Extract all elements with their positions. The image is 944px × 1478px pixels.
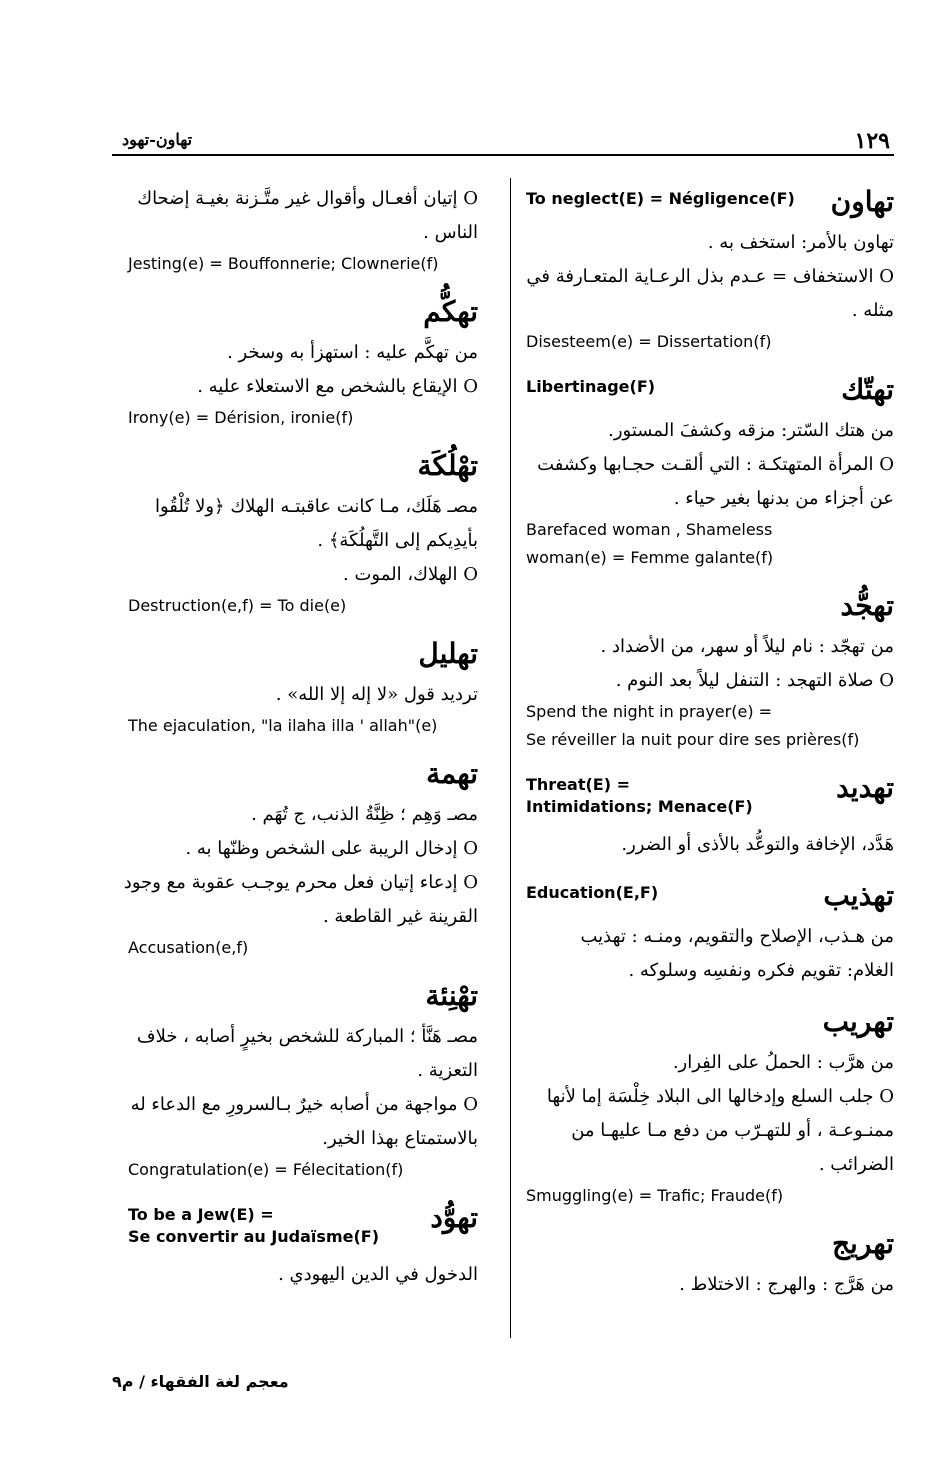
dictionary-entry — [128, 634, 478, 754]
definition-line: مصـ هَنَّأ ؛ المباركة للشخص بخيرٍ أصابه ، خلاف — [136, 1026, 478, 1047]
definition-line: O صلاة التهجد : التنفل ليلاً بعد النوم . — [615, 670, 894, 691]
entry-gap — [128, 278, 478, 292]
headword: تهتّك — [841, 373, 894, 406]
translation-line: Irony(e) = Dérision, ironie(f) — [128, 408, 354, 427]
entry-head — [128, 634, 478, 678]
entry-head — [128, 1198, 478, 1258]
headword: تهاون — [830, 185, 894, 218]
definition-line: من تهجّد : نام ليلاً أو سهر، من الأضداد . — [600, 636, 894, 657]
dictionary-entry — [526, 1002, 894, 1224]
definition-line: بأيدِيكم إلى التَّهلُكَة﴾ . — [317, 530, 478, 551]
translation-line: Jesting(e) = Bouffonnerie; Clownerie(f) — [128, 254, 439, 273]
definition-line: O الهلاك، الموت . — [343, 564, 478, 585]
page-footer: معجم لغة الفقهاء / م٩ — [112, 1372, 289, 1391]
right-column — [526, 182, 894, 1316]
entry-head — [526, 768, 894, 828]
definition-line: من هـذب، الإصلاح والتقويم، ومنـه : تهذيب — [580, 926, 894, 947]
definition-line: من هرَّب : الحملُ على الفِرار. — [672, 1052, 894, 1073]
entry-gap — [128, 740, 478, 754]
definition-line: مصـ هَلَك، مـا كانت عاقبتـه الهلاك ﴿ولا تُلْقُوا — [155, 496, 478, 517]
dictionary-entry — [128, 182, 478, 292]
page-number: ١٢٩ — [854, 128, 890, 154]
translation-line: Smuggling(e) = Trafic; Fraude(f) — [526, 1186, 784, 1205]
equivalents: To neglect(E) = Négligence(F) — [526, 189, 795, 208]
definition-line: الدخول في الدين اليهودي . — [278, 1264, 478, 1285]
dictionary-entry — [128, 446, 478, 634]
headword: تهريب — [822, 1005, 894, 1038]
entry-head — [526, 370, 894, 414]
equivalents: Threat(E) = Intimidations; Menace(F) — [526, 775, 753, 816]
entry-gap — [128, 1292, 478, 1306]
dictionary-entry — [526, 768, 894, 876]
translation-line: woman(e) = Femme galante(f) — [526, 548, 774, 567]
definition-line: القرينة غير القاطعة . — [322, 906, 478, 927]
definition-line: من هَرَّج : والهرج : الاختلاط . — [679, 1274, 894, 1295]
headword: تهليل — [418, 637, 478, 670]
headword: تهريج — [831, 1227, 894, 1260]
definition-line: الناس . — [423, 222, 478, 243]
entry-gap — [526, 862, 894, 876]
definition-line: O المرأة المتهتكـة : التي ألقـت حجـابها وكشفت — [537, 454, 894, 475]
translation-line: Barefaced woman , Shameless — [526, 520, 773, 539]
translation-line: Disesteem(e) = Dissertation(f) — [526, 332, 772, 351]
entry-head — [526, 876, 894, 920]
headword: تهْلُكَة — [417, 449, 478, 482]
headword: تهديد — [836, 771, 894, 804]
dictionary-entry — [123, 754, 478, 976]
definition-line: هَدَّد، الإخافة والتوعُّد بالأذى أو الضرر. — [621, 834, 894, 855]
entry-gap — [128, 620, 478, 634]
equivalents: Libertinage(F) — [526, 377, 656, 396]
headword: تهجُّد — [840, 589, 894, 622]
page-header — [112, 118, 894, 156]
entry-gap — [526, 754, 894, 768]
definition-line: O الاستخفاف = عـدم بذل الرعـاية المتعـارفة في — [526, 266, 894, 287]
dictionary-entry — [526, 370, 894, 586]
entry-gap — [526, 572, 894, 586]
entry-gap — [128, 962, 478, 976]
equivalents: To be a Jew(E) = Se convertir au Judaïsme(F) — [128, 1205, 380, 1246]
entry-gap — [128, 1184, 478, 1198]
headword: تهوُّد — [430, 1201, 478, 1234]
definition-line: O إدعاء إتيان فعل محرم يوجـب عقوبة مع وجود — [123, 872, 478, 893]
dictionary-entry — [128, 976, 478, 1198]
entry-head — [128, 446, 478, 490]
dictionary-entry — [128, 1198, 478, 1306]
definition-line: O الإيقاع بالشخص مع الاستعلاء عليه . — [197, 376, 478, 397]
column-divider — [510, 178, 511, 1338]
dictionary-entry — [526, 1224, 894, 1316]
definition-line: O إدخال الريبة على الشخص وظنّها به . — [185, 838, 478, 859]
definition-line: من تهكَّم عليه : استهزأ به وسخر . — [227, 342, 478, 363]
definition-line: ممنـوعـة ، أو للتهـرّب من دفع مـا عليهـا من — [571, 1120, 894, 1141]
definition-line: O جلب السلع وإدخالها الى البلاد خِلْسَة إما لأنها — [546, 1086, 894, 1107]
definition-line: من هتك السّتر: مزقه وكشفَ المستور. — [608, 420, 894, 441]
headword: تهكُّم — [423, 295, 478, 328]
definition-line: عن أجزاء من بدنها بغير حياء . — [673, 488, 894, 509]
definition-line: الغلام: تقويم فكره ونفسِه وسلوكه . — [628, 960, 894, 981]
definition-line: الضرائب . — [818, 1154, 894, 1175]
headword: تهمة — [426, 757, 478, 790]
headword: تهذيب — [823, 879, 894, 912]
translation-line: Congratulation(e) = Félecitation(f) — [128, 1160, 404, 1179]
entry-head — [526, 586, 894, 630]
entry-head — [128, 976, 478, 1020]
translation-line: Se réveiller la nuit pour dire ses prières(f) — [526, 730, 860, 749]
definition-line: تهاون بالأمر: استخف به . — [707, 232, 894, 253]
entry-head — [526, 1002, 894, 1046]
definition-line: ترديد قول «لا إله إلا الله» . — [275, 684, 478, 705]
dictionary-entry — [526, 182, 894, 370]
definition-line: O مواجهة من أصابه خيرٌ بـالسرورِ مع الدعاء له — [130, 1094, 478, 1115]
translation-line: The ejaculation, "la ilaha illa ' allah"(e) — [128, 716, 438, 735]
entry-gap — [526, 356, 894, 370]
entry-gap — [526, 988, 894, 1002]
entry-head — [128, 292, 478, 336]
running-head: تهاون-تهود — [122, 130, 193, 149]
entry-head — [526, 1224, 894, 1268]
equivalents: Education(E,F) — [526, 883, 659, 902]
definition-line: التعزية . — [417, 1060, 478, 1081]
definition-line: مثله . — [851, 300, 894, 321]
translation-line: Accusation(e,f) — [128, 938, 249, 957]
translation-line: Spend the night in prayer(e) = — [526, 702, 773, 721]
definition-line: بالاستمتاع بهذا الخير. — [322, 1128, 478, 1149]
definition-line: O إتيان أفعـال وأقوال غير متَّـزنة بغيـة إضحاك — [137, 188, 478, 209]
entry-gap — [526, 1302, 894, 1316]
entry-gap — [128, 432, 478, 446]
dictionary-entry — [526, 876, 894, 1002]
dictionary-entry — [128, 292, 478, 446]
header-rule — [112, 154, 894, 156]
entry-gap — [526, 1210, 894, 1224]
dictionary-entry — [526, 586, 894, 768]
left-column — [123, 182, 478, 1306]
translation-line: Destruction(e,f) = To die(e) — [128, 596, 347, 615]
entry-head — [128, 754, 478, 798]
headword: تهْنِئة — [425, 979, 478, 1012]
entry-head — [526, 182, 894, 226]
definition-line: مصـ وَهِم ؛ ظِنَّةُ الذنب، ج تُهَم . — [251, 804, 478, 825]
